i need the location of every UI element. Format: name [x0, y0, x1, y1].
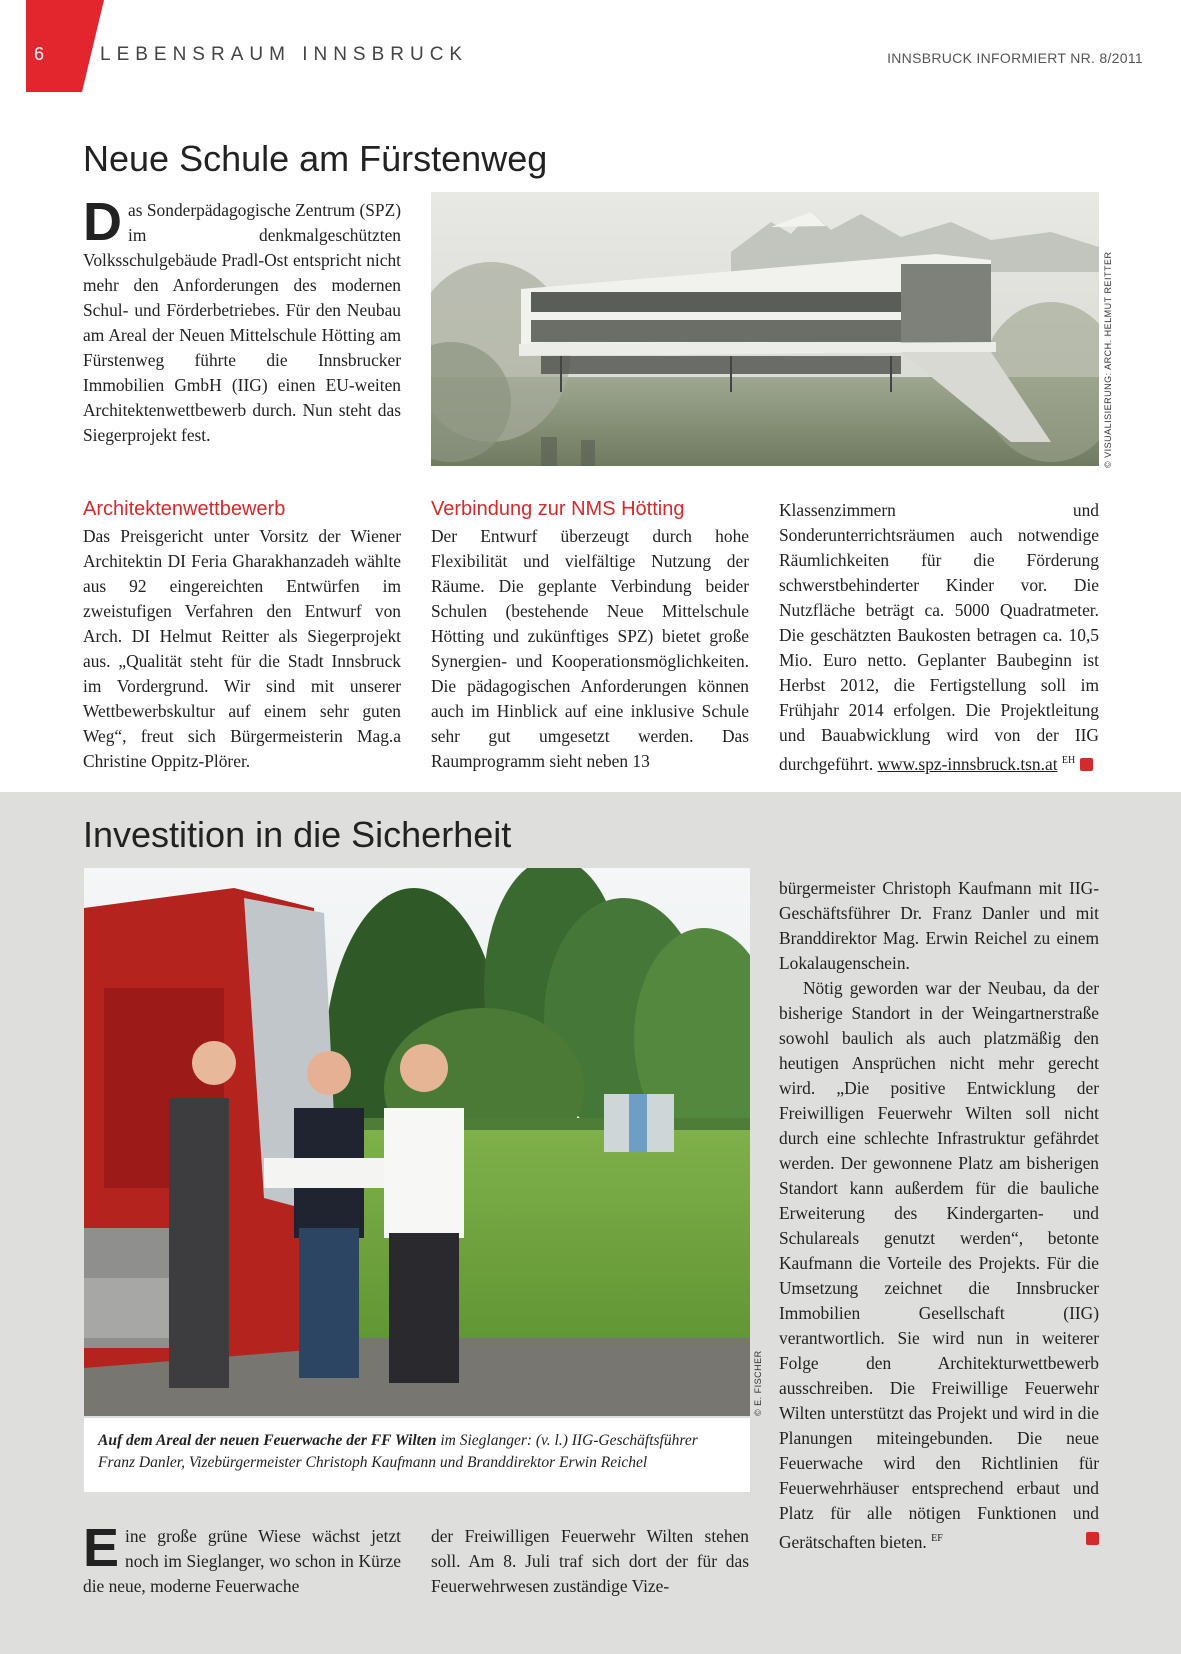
author-initials: EF — [931, 1533, 943, 1544]
visualization-credit: © VISUALISIERUNG: ARCH. HELMUT REITTER — [1103, 251, 1113, 468]
visualization-graphic — [431, 192, 1099, 466]
dropcap: D — [83, 192, 122, 252]
article2-col2-text: der Freiwilligen Feuerwehr Wilten stehen soll. Am 8. Juli traf sich dort der für das Feuerwehrwesen zuständige Vize- — [431, 1526, 749, 1596]
article2-lead — [83, 1518, 401, 1599]
photo-credit: © E. FISCHER — [753, 1350, 763, 1416]
article1-col3-text: Klassenzimmern und Sonderunterrichtsräumen auch notwendige Räumlichkeiten für die Förderung schwerstbehinderter Kinder vor. Die Nutzfläche beträgt ca. 5000 Quadratmeter. Die geschätzten Baukosten betragen ca. 10,5 Mio. Euro netto. Geplanter Baubeginn ist Herbst 2012, die Fertigstellung soll im Frühjahr 2014 erfolgen. Die Projektleitung und Bauabwicklung wird von der IIG durchgeführt. — [779, 500, 1099, 774]
article2-col3 — [779, 876, 1099, 1555]
caption-text: im Sieglanger: (v. l.) IIG-Geschäftsführer Franz Danler, Vizebürgermeister Christoph Kaufmann und Branddirektor Erwin Reichel — [98, 1432, 698, 1471]
article2-col2 — [431, 1524, 749, 1599]
photo-caption — [84, 1418, 750, 1492]
article2-title: Investition in die Sicherheit — [83, 814, 512, 855]
article2-lead-text: ine große grüne Wiese wächst jetzt noch im Sieglanger, wo schon in Kürze die neue, moderne Feuerwache — [83, 1526, 401, 1596]
article1-lead-text: as Sonderpädagogische Zentrum (SPZ) im denkmalgeschützten Volksschulgebäude Pradl-Ost entspricht nicht mehr den Anforderungen des modernen Schul- und Förderbetriebes. Für den Neubau am Areal der Neuen Mittelschule Hötting am Fürstenweg führte die Innsbrucker Immobilien GmbH (IIG) einen EU-weiten Architektenwettbewerb durch. Nun steht das Siegerprojekt fest. — [83, 200, 401, 445]
article2-col3-p1: bürgermeister Christoph Kaufmann mit IIG-Geschäftsführer Dr. Franz Danler und mit Branddirektor Mag. Erwin Reichel zu einem Lokalaugenschein. — [779, 878, 1099, 973]
spz-link[interactable]: www.spz-innsbruck.tsn.at — [877, 753, 1058, 774]
article1-col2 — [431, 496, 749, 774]
author-initials: EH — [1061, 755, 1076, 766]
article1-lead — [83, 192, 401, 448]
article1-col1-text: Das Preisgericht unter Vorsitz der Wiener Architektin DI Feria Gharakhanzadeh wählte aus 92 eingereichten Entwürfen im zweistufigen Verfahren den Entwurf von Arch. DI Helmut Reitter als Siegerprojekt aus. „Qualität steht für die Stadt Innsbruck im Vordergrund. Wir sind mit unserer Wettbewerbskultur auf einem sehr guten Weg“, freut sich Bürgermeisterin Mag.a Christine Oppitz-Plörer. — [83, 526, 401, 771]
page-number: 6 — [34, 44, 45, 64]
school-visualization — [431, 192, 1099, 466]
article1-col2-text: Der Entwurf überzeugt durch hohe Flexibilität und vielfältige Nutzung der Räume. Die geplante Verbindung beider Schulen (bestehende Neue Mittelschule Hötting und zukünftiges SPZ) bietet große Synergien- und Kooperationsmöglichkeiten. Die pädagogischen Anforderungen können auch im Hinblick auf eine inklusive Schule sehr gut umgesetzt werden. Das Raumprogramm sieht neben 13 — [431, 526, 749, 771]
section-label: LEBENSRAUM INNSBRUCK — [100, 44, 469, 65]
caption-bold: Auf dem Areal der neuen Feuerwache der FF Wilten — [98, 1432, 437, 1449]
article1-col1 — [83, 496, 401, 774]
firestation-photo — [84, 868, 750, 1416]
article2-col3-p2: Nötig geworden war der Neubau, da der bisherige Standort in der Weingartnerstraße sowohl baulich als auch platzmäßig den heutigen Ansprüchen nicht mehr gerecht wird. „Die positive Entwicklung der Freiwilligen Feuerwehr Wilten soll nicht durch eine schlechte Infrastruktur gefährdet werden. Der gewonnene Platz am bisherigen Standort kann außerdem für die bauliche Erweiterung des Kindergarten- und Schulareals genutzt werden“, betonte Kaufmann die Vorteile des Projekts. Für die Umsetzung zeichnet die Innsbrucker Immobilien Gesellschaft (IIG) verantwortlich. Sie wird nun in weiterer Folge den Architekturwettbewerb ausschreiben. Die Freiwillige Feuerwehr Wilten unterstützt das Projekt und wird in die Planungen miteingebunden. Die neue Feuerwache wird den Richtlinien für Feuerwehrhäuser entsprechend erbaut und Platz für alle nötigen Funktionen und Gerätschaften bieten. — [779, 978, 1099, 1552]
subheading-architektenwettbewerb: Architektenwettbewerb — [83, 498, 286, 520]
article1-title: Neue Schule am Fürstenweg — [83, 138, 548, 179]
article1-col3 — [779, 498, 1099, 777]
end-mark-icon — [1080, 758, 1093, 771]
firestation-graphic — [84, 868, 750, 1416]
issue-label: INNSBRUCK INFORMIERT NR. 8/2011 — [887, 50, 1143, 66]
page-tab — [0, 0, 104, 92]
dropcap: E — [83, 1518, 120, 1578]
end-mark-icon — [1086, 1532, 1099, 1545]
subheading-verbindung: Verbindung zur NMS Hötting — [431, 498, 685, 520]
